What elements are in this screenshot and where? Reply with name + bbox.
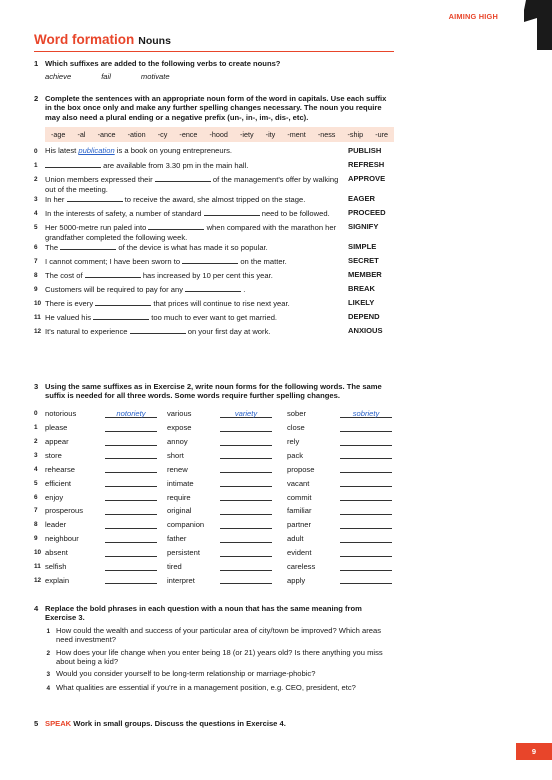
answer-blank[interactable] [204, 208, 260, 216]
base-word: neighbour [45, 534, 79, 544]
grid-cell [167, 548, 272, 557]
item-number: 1 [46, 627, 50, 635]
question-row [34, 648, 394, 667]
grid-row [34, 490, 394, 504]
sentence-start: The [45, 243, 59, 253]
answer-blank[interactable] [130, 326, 186, 334]
grid-cell [34, 576, 157, 585]
sentence-start: There is every [45, 299, 94, 309]
item-number: 4 [46, 684, 50, 692]
ex1-word: fail [101, 72, 111, 82]
suffix-item: -iety [239, 130, 254, 140]
suffix-item: -al [77, 130, 86, 140]
suffix-item: -age [51, 130, 66, 140]
sentence-end: of the management's offer by walking out of the meeting. [45, 175, 339, 194]
base-word: renew [167, 464, 188, 474]
item-number: 2 [34, 438, 38, 446]
title-main: Word formation [34, 32, 135, 47]
ex3-grid [34, 407, 394, 588]
answer-blank[interactable] [340, 563, 392, 571]
answer-blank[interactable] [67, 194, 123, 202]
answer-blank[interactable] [95, 298, 151, 306]
answer-blank[interactable] [105, 451, 157, 459]
grid-row [34, 435, 394, 449]
answer-blank[interactable] [220, 479, 272, 487]
ex1-number: 1 [34, 59, 39, 68]
item-number: 11 [34, 314, 41, 322]
answer-blank[interactable] [220, 576, 272, 584]
grid-cell [167, 437, 272, 446]
answer-blank[interactable] [85, 270, 141, 278]
sentence-text [45, 242, 348, 253]
base-word: familiar [287, 506, 312, 516]
grid-cell [167, 409, 272, 418]
answer-blank[interactable] [340, 493, 392, 501]
grid-cell [167, 465, 272, 474]
answer-blank[interactable] [340, 507, 392, 515]
suffix-item: -ness [317, 130, 336, 140]
grid-cell [34, 479, 157, 488]
sentence-end: is a book on young entrepreneurs. [116, 146, 233, 156]
answer-blank[interactable] [155, 174, 211, 182]
page-number: 9 [516, 743, 552, 760]
item-number: 2 [46, 649, 50, 657]
answer-blank[interactable] [220, 535, 272, 543]
answer-blank[interactable] [220, 451, 272, 459]
suffix-box [45, 127, 394, 142]
item-number: 0 [34, 410, 38, 418]
answer-example: sobriety [352, 408, 380, 418]
suffix-item: -ity [265, 130, 276, 140]
grid-cell [167, 479, 272, 488]
item-number: 12 [34, 576, 42, 584]
grid-cell [167, 451, 272, 460]
item-number: 4 [34, 465, 38, 473]
answer-blank[interactable] [220, 521, 272, 529]
answer-blank[interactable] [220, 549, 272, 557]
answer-blank[interactable] [220, 465, 272, 473]
logo-icon [512, 0, 552, 50]
item-number: 6 [34, 493, 38, 501]
ex3-instruction: Using the same suffixes as in Exercise 2, write noun forms for the following words. The same suffix is needed for all three words. Some words require further spelling changes. [45, 382, 382, 401]
sentence-text [45, 194, 348, 205]
sentence-text [45, 312, 348, 323]
base-word: father [167, 534, 187, 544]
answer-blank[interactable] [220, 424, 272, 432]
answer-blank[interactable] [340, 521, 392, 529]
base-word: store [45, 450, 62, 460]
keyword: PUBLISH [348, 146, 382, 156]
grid-cell [287, 506, 392, 515]
grid-cell [287, 479, 392, 488]
answer-blank[interactable] [182, 256, 238, 264]
base-word: interpret [167, 575, 195, 585]
answer-blank[interactable] [105, 521, 157, 529]
sentence-text [45, 146, 348, 156]
sentence-row [34, 160, 394, 174]
answer-blank[interactable] [220, 410, 272, 418]
grid-cell [34, 465, 157, 474]
item-number: 9 [34, 535, 38, 543]
item-number: 2 [34, 176, 38, 184]
base-word: require [167, 492, 191, 502]
item-number: 3 [46, 671, 50, 679]
base-word: short [167, 450, 184, 460]
grid-row [34, 518, 394, 532]
answer-blank[interactable] [105, 549, 157, 557]
answer-blank[interactable] [340, 479, 392, 487]
grid-cell [167, 562, 272, 571]
base-word: persistent [167, 548, 200, 558]
sentence-text [45, 270, 348, 281]
sentence-start: Customers will be required to pay for any [45, 285, 184, 295]
item-number: 5 [34, 479, 38, 487]
grid-cell [167, 423, 272, 432]
sentence-start: In her [45, 195, 65, 205]
question-text: How does your life change when you enter being 18 (or 21) years old? Is there anything you miss about being a kid? [56, 647, 383, 667]
grid-row [34, 421, 394, 435]
answer-blank[interactable] [105, 563, 157, 571]
base-word: adult [287, 534, 304, 544]
base-word: propose [287, 464, 315, 474]
keyword: SIMPLE [348, 242, 377, 252]
suffix-item: -ment [287, 130, 306, 140]
answer-blank[interactable] [105, 535, 157, 543]
base-word: careless [287, 562, 316, 572]
grid-cell [287, 437, 392, 446]
base-word: annoy [167, 437, 188, 447]
sentence-end: that prices will continue to rise next year. [153, 299, 290, 309]
sentence-end: to receive the award, she almost tripped on the stage. [124, 195, 306, 205]
answer-blank[interactable] [220, 438, 272, 446]
keyword: ANXIOUS [348, 326, 383, 336]
title-rule [34, 51, 394, 52]
sentence-end: of the device is what has made it so popular. [118, 243, 268, 253]
base-word: please [45, 423, 68, 433]
ex1-word: achieve [45, 72, 72, 82]
sentence-start: His latest [45, 146, 77, 156]
ex1-instruction: Which suffixes are added to the following verbs to create nouns? [45, 59, 281, 68]
item-number: 6 [34, 244, 38, 252]
grid-cell [167, 506, 272, 515]
base-word: commit [287, 492, 312, 502]
item-number: 1 [34, 424, 38, 432]
answer-blank[interactable] [340, 549, 392, 557]
keyword: MEMBER [348, 270, 382, 280]
answer-blank[interactable] [340, 438, 392, 446]
base-word: evident [287, 548, 312, 558]
ex2-items [34, 146, 394, 340]
answer-blank[interactable] [105, 410, 157, 418]
exercise-2 [34, 94, 394, 340]
grid-row [34, 476, 394, 490]
title-sub: Nouns [138, 35, 171, 47]
answer-blank[interactable] [340, 535, 392, 543]
sentence-row [34, 194, 394, 208]
sentence-end: has increased by 10 per cent this year. [142, 271, 273, 281]
sentence-row [34, 146, 394, 160]
item-number: 7 [34, 507, 38, 515]
exercise-1 [34, 59, 394, 81]
answer-blank[interactable] [45, 160, 101, 168]
item-number: 0 [34, 148, 38, 156]
grid-cell [287, 534, 392, 543]
sentence-row [34, 326, 394, 340]
grid-cell [34, 437, 157, 446]
sentence-end: on the matter. [240, 257, 287, 267]
sentence-end: . [243, 285, 246, 295]
sentence-row [34, 174, 394, 194]
answer-blank[interactable] [185, 284, 241, 292]
suffix-item: -ship [347, 130, 364, 140]
grid-cell [287, 576, 392, 585]
base-word: companion [167, 520, 205, 530]
keyword: DEPEND [348, 312, 380, 322]
ex1-word: motivate [140, 72, 170, 82]
base-word: leader [45, 520, 67, 530]
base-word: vacant [287, 478, 310, 488]
sentence-row [34, 312, 394, 326]
sentence-end: too much to ever want to get married. [151, 313, 278, 323]
item-number: 3 [34, 451, 38, 459]
sentence-row [34, 284, 394, 298]
sentence-text [45, 222, 348, 242]
answer-blank[interactable] [105, 465, 157, 473]
keyword: BREAK [348, 284, 376, 294]
page-title [34, 32, 171, 47]
answer-blank[interactable] [220, 563, 272, 571]
answer-example: variety [234, 408, 258, 418]
speak-label: SPEAK [45, 719, 72, 728]
base-word: explain [45, 575, 70, 585]
ex5-number: 5 [34, 719, 39, 728]
sentence-start: Union members expressed their [45, 175, 153, 185]
grid-cell [34, 451, 157, 460]
base-word: partner [287, 520, 312, 530]
grid-cell [287, 493, 392, 502]
grid-cell [287, 465, 392, 474]
sentence-end: on your first day at work. [187, 327, 271, 337]
grid-cell [167, 534, 272, 543]
answer-blank[interactable] [340, 576, 392, 584]
item-number: 4 [34, 210, 38, 218]
grid-cell [34, 548, 157, 557]
sentence-end: need to be followed. [261, 209, 330, 219]
sentence-end: are available from 3.30 pm in the main hall. [103, 161, 249, 171]
item-number: 12 [34, 328, 42, 336]
answer-blank[interactable] [220, 493, 272, 501]
grid-row [34, 560, 394, 574]
sentence-start: It's natural to experience [45, 327, 128, 337]
base-word: various [167, 409, 192, 419]
question-text: How could the wealth and success of your particular area of city/town be improved? Which areas need investment? [56, 625, 382, 645]
answer-blank[interactable] [105, 479, 157, 487]
base-word: notorious [45, 409, 77, 419]
base-word: expose [167, 423, 192, 433]
base-word: rehearse [45, 464, 75, 474]
grid-row [34, 448, 394, 462]
base-word: appear [45, 437, 69, 447]
sentence-end: when compared with the marathon her grandfather completed the following week. [45, 223, 337, 242]
grid-cell [287, 562, 392, 571]
answer-blank[interactable] [340, 410, 392, 418]
brand-label: AIMING HIGH [448, 12, 498, 21]
suffix-item: -hood [209, 130, 228, 140]
base-word: sober [287, 409, 306, 419]
item-number: 5 [34, 224, 38, 232]
grid-cell [34, 493, 157, 502]
sentence-start: The cost of [45, 271, 83, 281]
sentence-start: In the interests of safety, a number of standard [45, 209, 202, 219]
question-text: What qualities are essential if you're in a management position, e.g. CEO, president, etc? [56, 682, 356, 692]
answer-example: publication [78, 146, 115, 156]
grid-cell [287, 409, 392, 418]
item-number: 10 [34, 300, 42, 308]
keyword: APPROVE [348, 174, 386, 184]
grid-cell [34, 562, 157, 571]
grid-cell [34, 423, 157, 432]
sentence-row [34, 208, 394, 222]
base-word: close [287, 423, 305, 433]
grid-row [34, 546, 394, 560]
base-word: tired [167, 562, 182, 572]
ex2-instruction: Complete the sentences with an appropriate noun form of the word in capitals. Use each suffix in the box once only and make any further spelling changes necessary. The noun you require may also need a plural ending or a negative prefix (un-, in-, im-, dis-, etc). [45, 94, 387, 122]
base-word: original [167, 506, 192, 516]
ex4-items [34, 626, 394, 693]
sentence-text [45, 298, 348, 309]
ex4-number: 4 [34, 604, 39, 613]
answer-blank[interactable] [105, 507, 157, 515]
answer-blank[interactable] [340, 465, 392, 473]
sentence-row [34, 242, 394, 256]
sentence-text [45, 160, 348, 171]
answer-blank[interactable] [148, 222, 204, 230]
exercise-5 [34, 719, 394, 728]
grid-row [34, 574, 394, 588]
sentence-start: I cannot comment; I have been sworn to [45, 257, 181, 267]
grid-cell [287, 423, 392, 432]
sentence-text [45, 174, 348, 194]
ex5-instruction: Work in small groups. Discuss the questions in Exercise 4. [73, 719, 286, 728]
item-number: 1 [34, 162, 38, 170]
sentence-row [34, 222, 394, 242]
answer-blank[interactable] [105, 424, 157, 432]
base-word: absent [45, 548, 68, 558]
item-number: 11 [34, 563, 41, 571]
base-word: prosperous [45, 506, 83, 516]
grid-cell [287, 548, 392, 557]
answer-blank[interactable] [220, 507, 272, 515]
question-row [34, 669, 394, 679]
base-word: apply [287, 575, 306, 585]
ex2-number: 2 [34, 94, 39, 103]
suffix-item: -ence [179, 130, 198, 140]
grid-cell [287, 520, 392, 529]
base-word: pack [287, 450, 304, 460]
suffix-item: -ation [127, 130, 146, 140]
base-word: efficient [45, 478, 72, 488]
sentence-text [45, 326, 348, 337]
grid-cell [34, 409, 157, 418]
keyword: REFRESH [348, 160, 385, 170]
sentence-text [45, 284, 348, 295]
grid-row [34, 532, 394, 546]
answer-blank[interactable] [105, 576, 157, 584]
base-word: selfish [45, 562, 67, 572]
grid-cell [34, 520, 157, 529]
grid-cell [287, 451, 392, 460]
keyword: LIKELY [348, 298, 375, 308]
item-number: 7 [34, 258, 38, 266]
question-row [34, 683, 394, 693]
answer-blank[interactable] [60, 242, 116, 250]
answer-blank[interactable] [93, 312, 149, 320]
keyword: EAGER [348, 194, 376, 204]
exercise-4 [34, 604, 394, 693]
grid-cell [167, 493, 272, 502]
grid-cell [167, 520, 272, 529]
exercise-3 [34, 382, 394, 587]
item-number: 3 [34, 196, 38, 204]
item-number: 10 [34, 549, 42, 557]
base-word: enjoy [45, 492, 64, 502]
answer-example: notoriety [116, 408, 146, 418]
keyword: SIGNIFY [348, 222, 379, 232]
grid-cell [34, 534, 157, 543]
grid-row [34, 504, 394, 518]
grid-row [34, 462, 394, 476]
sentence-text [45, 256, 348, 267]
item-number: 9 [34, 286, 38, 294]
sentence-start: He valued his [45, 313, 92, 323]
suffix-item: -ance [97, 130, 116, 140]
suffix-item: -ure [375, 130, 388, 140]
keyword: PROCEED [348, 208, 386, 218]
answer-blank[interactable] [340, 451, 392, 459]
item-number: 8 [34, 521, 38, 529]
sentence-text [45, 208, 348, 219]
ex3-number: 3 [34, 382, 39, 391]
ex1-words [34, 72, 394, 81]
grid-cell [167, 576, 272, 585]
base-word: intimate [167, 478, 194, 488]
answer-blank[interactable] [105, 438, 157, 446]
sentence-row [34, 298, 394, 312]
grid-cell [34, 506, 157, 515]
item-number: 8 [34, 272, 38, 280]
ex4-instruction: Replace the bold phrases in each question with a noun that has the same meaning from Exercise 3. [45, 604, 362, 623]
suffix-item: -cy [157, 130, 168, 140]
keyword: SECRET [348, 256, 379, 266]
sentence-row [34, 270, 394, 284]
sentence-start: Her 5000-metre run paled into [45, 223, 147, 233]
sentence-row [34, 256, 394, 270]
grid-row [34, 407, 394, 421]
answer-blank[interactable] [105, 493, 157, 501]
question-row [34, 626, 394, 645]
question-text: Would you consider yourself to be long-term relationship or marriage-phobic? [56, 669, 316, 679]
base-word: rely [287, 437, 300, 447]
answer-blank[interactable] [340, 424, 392, 432]
